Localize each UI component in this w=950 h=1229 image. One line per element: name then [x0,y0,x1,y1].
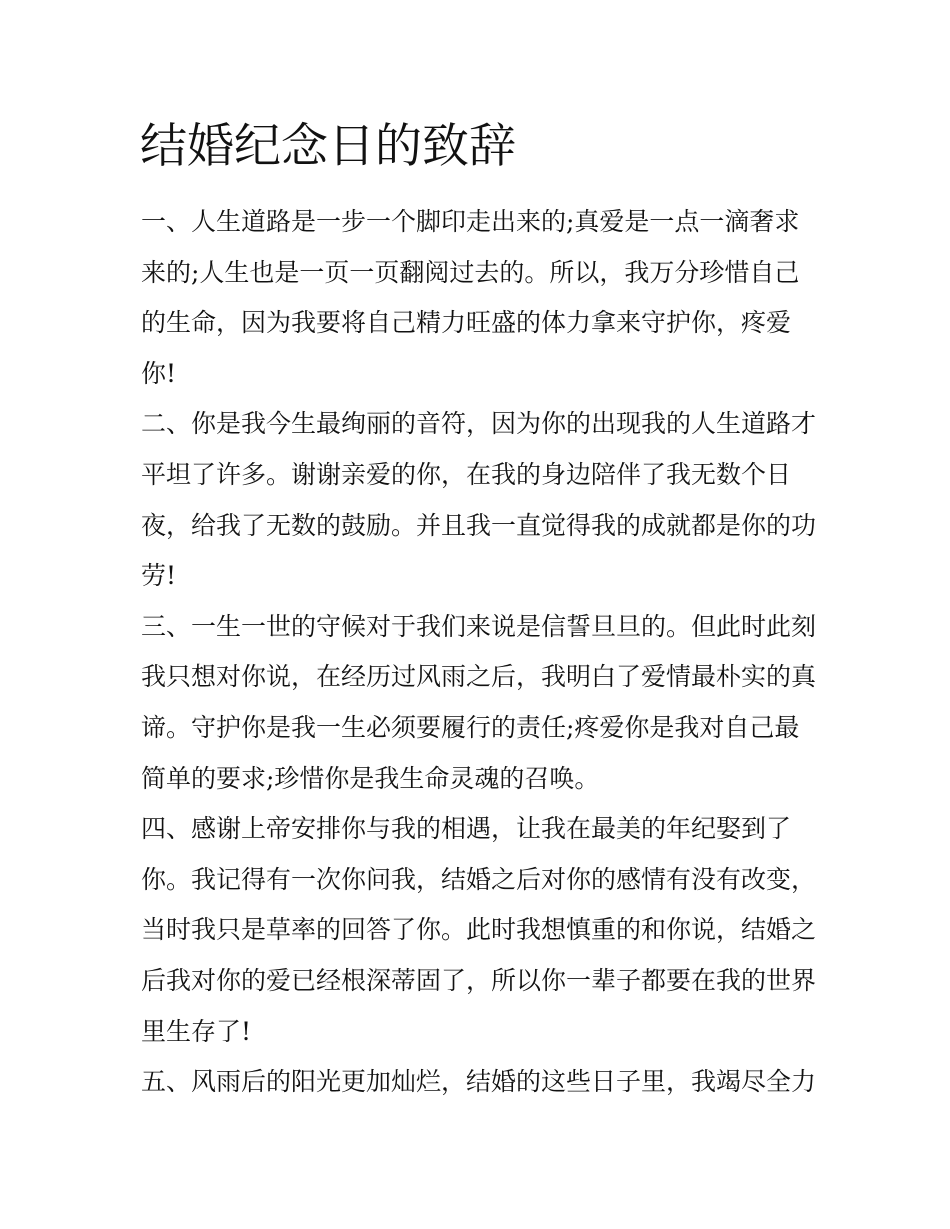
text-line: 简单的要求;珍惜你是我生命灵魂的召唤。 [141,763,600,793]
text-line: 当时我只是草率的回答了你。此时我想慎重的和你说，结婚之 [141,915,817,945]
text-line: 夜，给我了无数的鼓励。并且我一直觉得我的成就都是你的功 [141,510,817,540]
text-line: 你! [141,358,177,388]
text-line: 你。我记得有一次你问我，结婚之后对你的感情有没有改变， [141,864,817,894]
text-line: 二、你是我今生最绚丽的音符，因为你的出现我的人生道路才 [141,409,817,439]
text-line: 一、人生道路是一步一个脚印走出来的;真爱是一点一滴奢求 [141,207,800,236]
text-line: 我只想对你说，在经历过风雨之后，我明白了爱情最朴实的真 [141,662,817,692]
text-line: 来的;人生也是一页一页翻阅过去的。所以，我万分珍惜自己 [141,257,800,287]
text-line: 里生存了! [141,1016,252,1046]
text-line: 平坦了许多。谢谢亲爱的你，在我的身边陪伴了我无数个日 [141,459,792,489]
text-line: 劳! [141,561,177,591]
document-body [141,197,831,1108]
text-line: 五、风雨后的阳光更加灿烂，结婚的这些日子里，我竭尽全力 [141,1067,817,1097]
text-line: 三、一生一世的守候对于我们来说是信誓旦旦的。但此时此刻 [141,611,817,641]
document-title: 结婚纪念日的致辞 [140,119,516,174]
text-line: 四、感谢上帝安排你与我的相遇，让我在最美的年纪娶到了 [141,814,792,844]
text-line: 谛。守护你是我一生必须要履行的责任;疼爱你是我对自己最 [141,712,800,742]
text-line: 的生命，因为我要将自己精力旺盛的体力拿来守护你，疼爱 [141,308,792,338]
text-line: 后我对你的爱已经根深蒂固了，所以你一辈子都要在我的世界 [141,965,817,995]
